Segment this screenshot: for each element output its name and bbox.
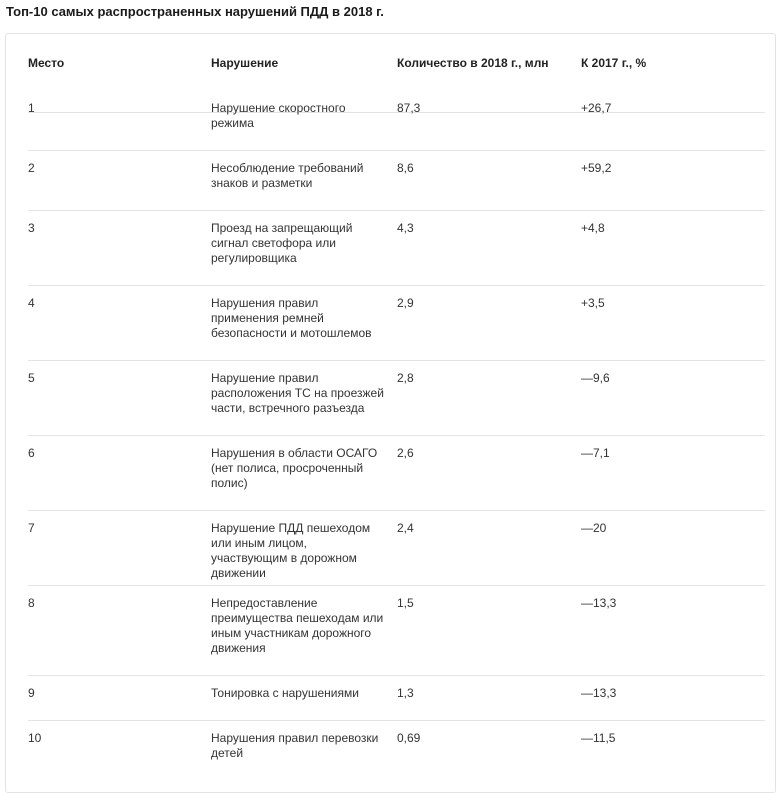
cell-count: 2,4 bbox=[397, 521, 414, 535]
table-row bbox=[28, 361, 765, 436]
cell-violation: Нарушения правил перевозки детей bbox=[211, 731, 379, 760]
cell-violation: Нарушение ПДД пешеходом или иным лицом, участвующим в дорожном движении bbox=[211, 521, 371, 580]
cell-place: 5 bbox=[28, 371, 35, 385]
table-row bbox=[28, 436, 765, 511]
cell-change: —9,6 bbox=[581, 371, 610, 385]
cell-place: 6 bbox=[28, 446, 35, 460]
cell-violation: Тонировка с нарушениями bbox=[211, 686, 359, 700]
cell-place: 10 bbox=[28, 731, 42, 745]
cell-count: 2,9 bbox=[397, 296, 414, 310]
cell-place: 2 bbox=[28, 161, 35, 175]
cell-count: 8,6 bbox=[397, 161, 414, 175]
cell-count: 1,3 bbox=[397, 686, 414, 700]
cell-count: 4,3 bbox=[397, 221, 414, 235]
column-header-change: К 2017 г., % bbox=[581, 56, 647, 70]
cell-place: 4 bbox=[28, 296, 35, 310]
cell-place: 9 bbox=[28, 686, 35, 700]
cell-change: +26,7 bbox=[581, 101, 612, 115]
violations-table bbox=[5, 33, 776, 793]
cell-change: —13,3 bbox=[581, 686, 617, 700]
page-title: Топ-10 самых распространенных нарушений ПДД в 2018 г. bbox=[6, 4, 384, 19]
cell-count: 1,5 bbox=[397, 596, 414, 610]
cell-change: +3,5 bbox=[581, 296, 605, 310]
cell-violation: Нарушения правил применения ремней безопасности и мотошлемов bbox=[211, 296, 372, 340]
table-row bbox=[28, 91, 765, 151]
cell-change: —7,1 bbox=[581, 446, 610, 460]
cell-count: 2,8 bbox=[397, 371, 414, 385]
cell-place: 1 bbox=[28, 101, 35, 115]
cell-place: 3 bbox=[28, 221, 35, 235]
table-row bbox=[28, 211, 765, 286]
cell-place: 8 bbox=[28, 596, 35, 610]
table-body bbox=[28, 91, 765, 780]
cell-change: +59,2 bbox=[581, 161, 612, 175]
cell-change: —11,5 bbox=[581, 731, 616, 745]
column-header-place: Место bbox=[28, 56, 65, 70]
table-row bbox=[28, 721, 765, 780]
cell-count: 0,69 bbox=[397, 731, 421, 745]
table-row bbox=[28, 676, 765, 721]
cell-violation: Нарушение скоростного режима bbox=[211, 101, 346, 130]
cell-change: +4,8 bbox=[581, 221, 605, 235]
table-row bbox=[28, 511, 765, 586]
cell-violation: Нарушения в области ОСАГО (нет полиса, просроченный полис) bbox=[211, 446, 378, 490]
cell-place: 7 bbox=[28, 521, 35, 535]
cell-violation: Нарушение правил расположения ТС на проезжей части, встречного разъезда bbox=[211, 371, 384, 415]
column-header-violation: Нарушение bbox=[211, 56, 279, 70]
cell-count: 87,3 bbox=[397, 101, 421, 115]
column-header-count: Количество в 2018 г., млн bbox=[397, 56, 549, 70]
table-row bbox=[28, 286, 765, 361]
table-row bbox=[28, 151, 765, 211]
table-row bbox=[28, 586, 765, 676]
cell-violation: Проезд на запрещающий сигнал светофора или регулировщика bbox=[211, 221, 353, 265]
cell-violation: Непредоставление преимущества пешеходам или иным участникам дорожного движения bbox=[211, 596, 384, 655]
cell-change: —20 bbox=[581, 521, 607, 535]
cell-change: —13,3 bbox=[581, 596, 617, 610]
cell-count: 2,6 bbox=[397, 446, 414, 460]
cell-violation: Несоблюдение требований знаков и разметки bbox=[211, 161, 364, 190]
